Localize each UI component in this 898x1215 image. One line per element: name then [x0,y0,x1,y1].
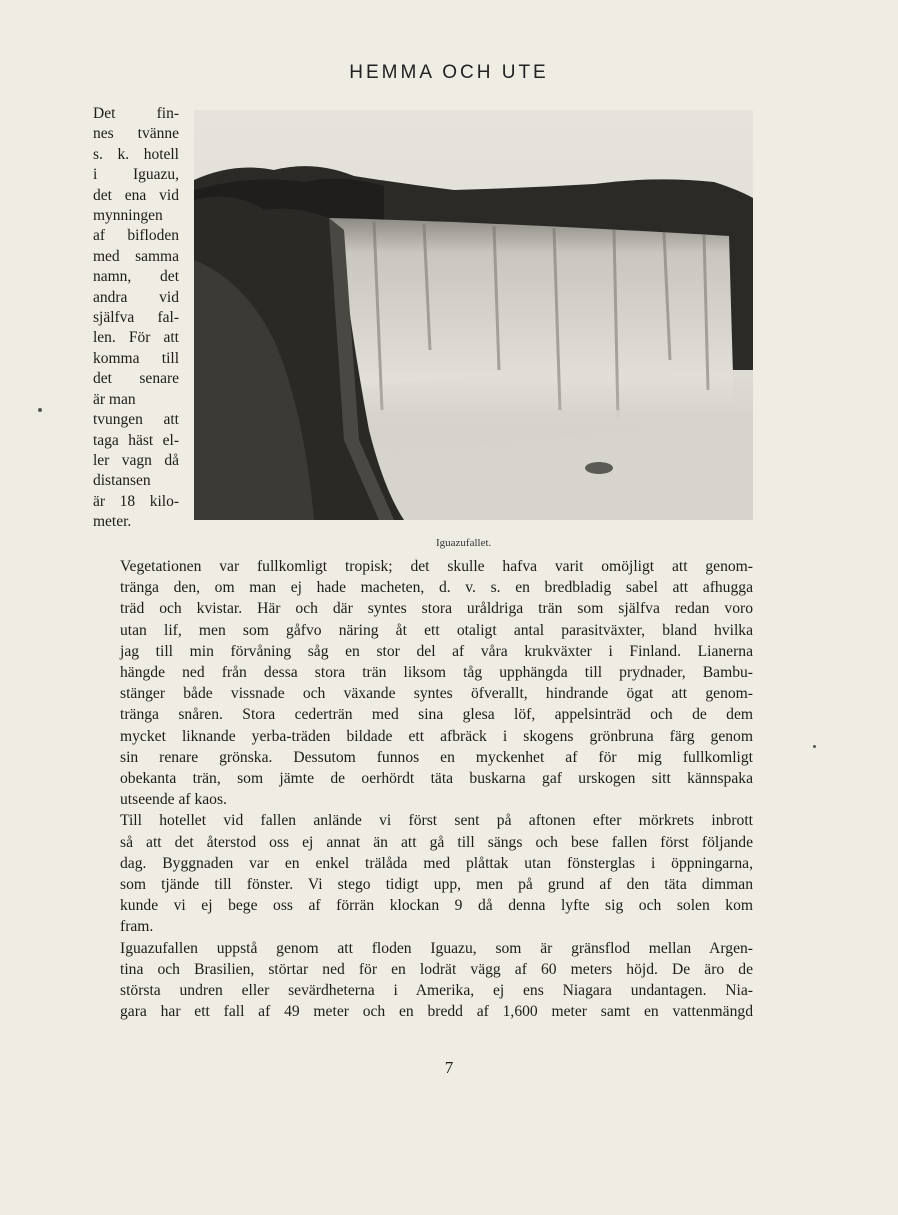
side-text-line: len. För att [93,329,179,347]
side-text [93,104,179,533]
paragraph-line: gara har ett fall af 49 meter och en bredd af 1,600 meter samt en vattenmängd [120,1003,753,1021]
side-text-line: andra vid [93,288,179,306]
side-text-line: meter. [93,513,132,531]
paragraph-line: träd och kvistar. Här och där syntes stora uråldriga trän som själfva redan voro [120,600,753,618]
side-text-line: i Iguazu, [93,166,179,184]
paragraph-line: Iguazufallen uppstå genom att floden Iguazu, som är gränsflod mellan Argen- [120,939,753,957]
page-number: 7 [444,1058,454,1077]
paragraph [120,810,753,937]
side-text-line: Det fin- [93,105,179,122]
side-text-line: taga häst el- [93,431,179,449]
paragraph-line: jag till min förvåning såg en stor del af våra krukväxter i Finland. Lianerna [120,642,753,660]
side-text-line: nes tvänne [93,125,179,143]
paragraph [120,938,753,1023]
side-text-line: är 18 kilo- [93,492,179,510]
side-text-line: komma till [93,349,179,367]
running-head: HEMMA OCH UTE [349,62,549,83]
paragraph-line: Vegetationen var fullkomligt tropisk; det skulle hafva varit omöjligt att genom- [120,558,753,575]
paragraph-line: Till hotellet vid fallen anlände vi först sent på aftonen efter mörkrets inbrott [120,812,753,830]
paragraph-line: tränga snåren. Stora cederträn med sina glesa löf, appelsinträd och de dem [120,706,753,724]
paragraph-line: utseende af kaos. [120,791,227,809]
side-text-line: med samma [93,247,179,265]
paragraph-line: så att det återstod oss ej annat än att gå till sängs och bese fallen först följande [120,833,753,851]
paragraph [120,556,753,810]
photo-caption: Iguazufallet. [436,537,492,549]
paragraph-line: stänger både vissnade och växande syntes öfverallt, hindrande ögat att genom- [120,685,753,703]
paper-speck [38,408,42,412]
paragraph-line: hängde ned från dessa stora trän liksom tåg upphängda till prydnader, Bambu- [120,664,753,682]
paper-speck [813,745,816,748]
side-text-line: själfva fal- [93,309,179,327]
side-text-line: det senare [93,370,179,388]
side-text-line: ler vagn då [93,451,179,469]
body-text [120,556,753,1022]
paragraph-line: kunde vi ej bege oss af förrän klockan 9 då denna lyfte sig och solen kom [120,897,753,915]
paragraph-line: som tjände till fönster. Vi stego tidigt upp, men på grund af den täta dimman [120,876,753,894]
side-text-line: mynningen [93,207,163,225]
paragraph-line: tina och Brasilien, störtar ned för en lodrät vägg af 60 meters höjd. De äro de [120,960,753,978]
paragraph-line: obekanta trän, som jämte de oerhördt täta buskarna gaf urskogen sitt kännspaka [120,770,753,788]
waterfall-photo [194,110,753,520]
paragraph-line: fram. [120,918,154,936]
paragraph-line: utan lif, men som gåfvo näring åt ett otaligt antal parasitväxter, bland hvilka [120,621,753,639]
side-text-line: distansen [93,472,151,490]
side-text-line: tvungen att [93,411,179,429]
side-text-line: namn, det [93,268,179,286]
side-text-line: s. k. hotell [93,145,179,163]
side-text-line: det ena vid [93,186,179,204]
paragraph-line: största undren eller sevärdheterna i Amerika, ej ens Niagara undantagen. Nia- [120,982,753,1000]
paragraph-line: tränga den, om man ej hade macheten, d. v. s. en bredbladig sabel att afhugga [120,579,753,597]
paragraph-line: sin renare grönska. Dessutom funnos en myckenhet af för mig fullkomligt [120,748,753,766]
side-text-line: af bifloden [93,227,179,245]
side-text-line: är man [93,390,136,408]
paragraph-line: dag. Byggnaden var en enkel trälåda med plåttak utan fönsterglas i öppningarna, [120,854,753,872]
paragraph-line: mycket liknande yerba-träden bildade ett afbräck i skogens grönbruna färg genom [120,727,753,745]
